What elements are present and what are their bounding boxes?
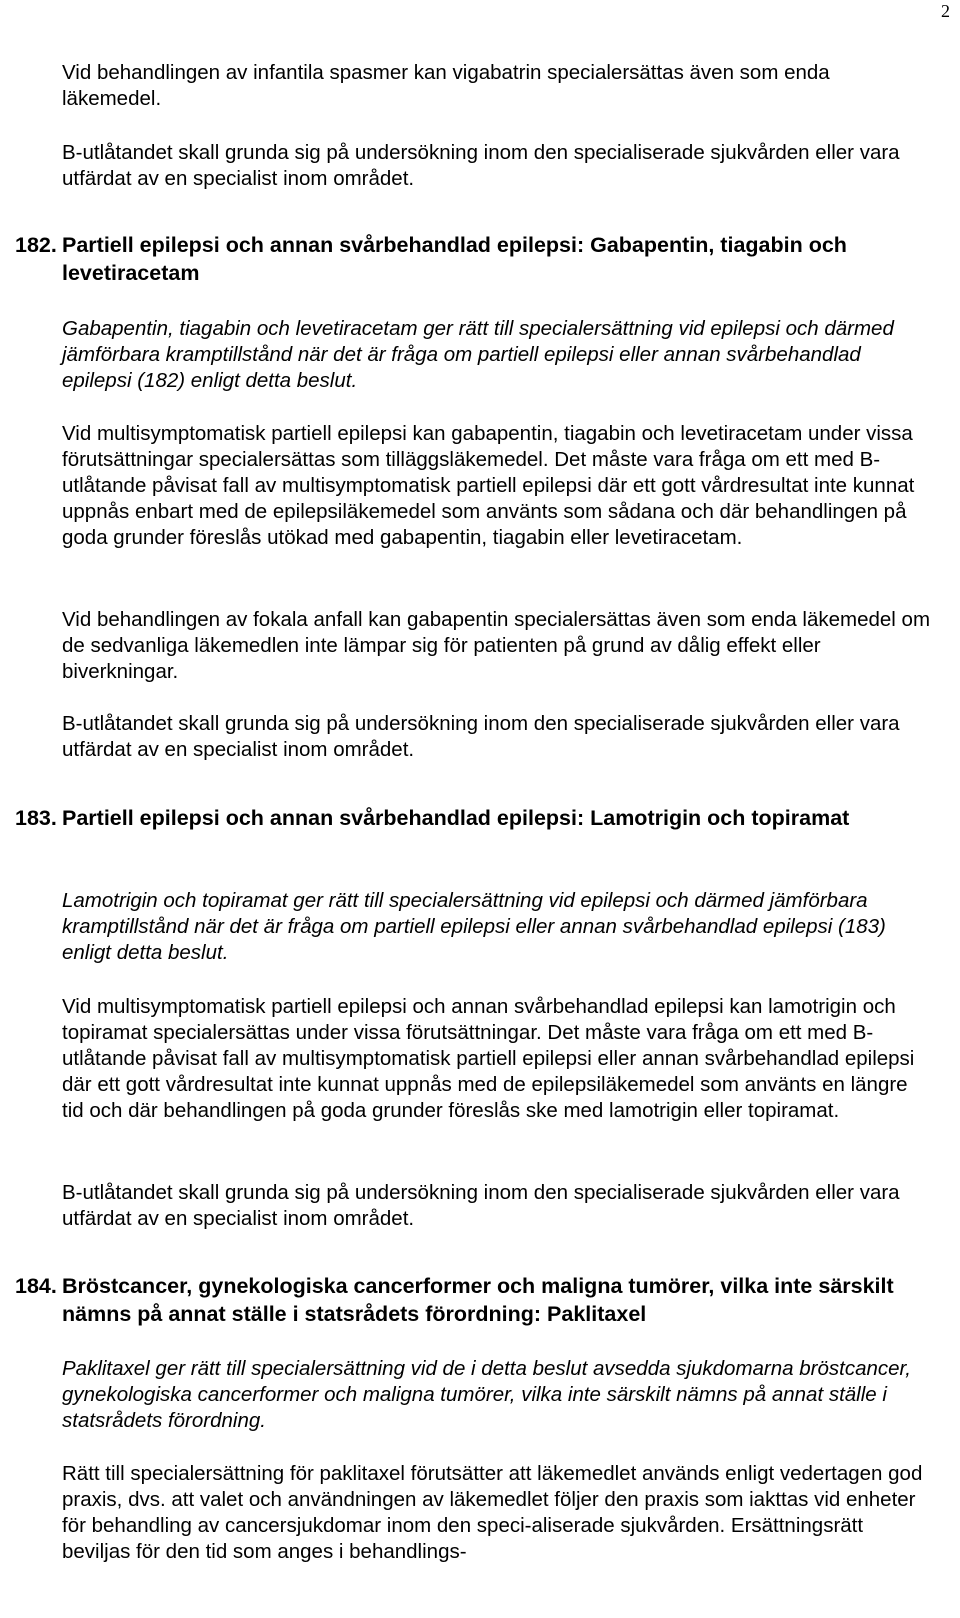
section-184-number: 184. xyxy=(15,1274,57,1298)
page-number: 2 xyxy=(941,1,950,21)
section-182-number: 182. xyxy=(15,233,57,257)
section-184-heading xyxy=(15,1272,920,1328)
section-182-title: Partiell epilepsi och annan svårbehandlad epilepsi: Gabapentin, tiagabin och levetiracetam xyxy=(62,233,847,285)
section-182-paragraph-2: Vid behandlingen av fokala anfall kan gabapentin specialersättas även som enda läkemedel om de sedvanliga läkemedlen inte lämpar sig för patienten på grund av dålig effekt eller biverkningar. xyxy=(62,608,931,683)
section-183-title: Partiell epilepsi och annan svårbehandlad epilepsi: Lamotrigin och topiramat xyxy=(62,806,850,830)
section-184-scope-paragraph: Paklitaxel ger rätt till specialersättning vid de i detta beslut avsedda sjukdomarna bröstcancer, gynekologiska cancerformer och maligna tumörer, vilka inte särskilt nämns på annat ställe i statsrådets förordning. xyxy=(62,1357,911,1432)
section-184-title: Bröstcancer, gynekologiska cancerformer och maligna tumörer, vilka inte särskilt nämns på annat ställe i statsrådets förordning: Paklitaxel xyxy=(62,1274,894,1326)
section-183-heading xyxy=(15,804,920,832)
section-183-paragraph-2: B-utlåtandet skall grunda sig på undersökning inom den specialiserade sjukvården eller vara utfärdat av en specialist inom området. xyxy=(62,1181,900,1230)
section-184-paragraph-1: Rätt till specialersättning för paklitaxel förutsätter att läkemedlet används enligt vedertagen god praxis, dvs. att valet och användningen av läkemedlet följer den praxis som iakttas vid enheter för behandling av cancersjukdomar inom den speci-aliserade sjukvården. Ersättningsrätt beviljas för den tid som anges i behandlings- xyxy=(62,1462,923,1563)
section-183-number: 183. xyxy=(15,806,57,830)
section-182-scope-paragraph: Gabapentin, tiagabin och levetiracetam ger rätt till specialersättning vid epilepsi och därmed jämförbara kramptillstånd när det är fråga om partiell epilepsi eller annan svårbehandlad epilepsi (182) enligt detta beslut. xyxy=(62,317,894,392)
intro-paragraph-1: Vid behandlingen av infantila spasmer kan vigabatrin specialersättas även som enda läkemedel. xyxy=(62,61,830,110)
section-183-paragraph-1: Vid multisymptomatisk partiell epilepsi och annan svårbehandlad epilepsi kan lamotrigin och topiramat specialersättas under vissa förutsättningar. Det måste vara fråga om ett med B-utlåtande påvisat fall av multisymptomatisk partiell epilepsi eller annan svårbehandlad epilepsi där ett gott vårdresultat inte kunnat uppnås med de epilepsiläkemedel som använts en längre tid och där behandlingen på goda grunder föreslås ske med lamotrigin eller topiramat. xyxy=(62,995,915,1122)
section-183-scope-paragraph: Lamotrigin och topiramat ger rätt till specialersättning vid epilepsi och därmed jämförbara kramptillstånd när det är fråga om partiell epilepsi eller annan svårbehandlad epilepsi (183) enligt detta beslut. xyxy=(62,889,886,964)
section-182-paragraph-3: B-utlåtandet skall grunda sig på undersökning inom den specialiserade sjukvården eller vara utfärdat av en specialist inom området. xyxy=(62,712,900,761)
section-182-heading xyxy=(15,231,920,287)
intro-paragraph-2: B-utlåtandet skall grunda sig på undersökning inom den specialiserade sjukvården eller vara utfärdat av en specialist inom området. xyxy=(62,141,900,190)
section-182-paragraph-1: Vid multisymptomatisk partiell epilepsi kan gabapentin, tiagabin och levetiracetam under vissa förutsättningar specialersättas som tilläggsläkemedel. Det måste vara fråga om ett med B-utlåtande påvisat fall av multisymptomatisk partiell epilepsi där ett gott vårdresultat inte kunnat uppnås enbart med de epilepsiläkemedel som använts som sådana och där behandlingen på goda grunder föreslås utökad med gabapentin, tiagabin eller levetiracetam. xyxy=(62,422,915,549)
